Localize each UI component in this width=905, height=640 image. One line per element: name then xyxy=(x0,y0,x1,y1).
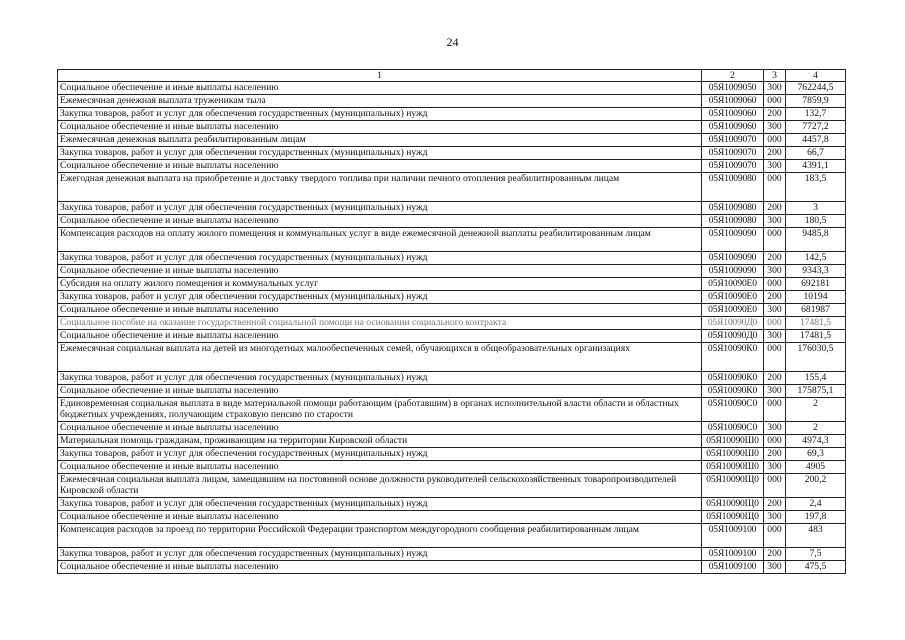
row-description: Компенсация расходов за проезд по территории Российской Федерации транспортом междугородного сообщения реабилитированным лицам xyxy=(58,524,702,548)
table-row xyxy=(58,548,846,561)
row-type: 000 xyxy=(764,278,786,291)
row-amount: 2 xyxy=(786,398,846,422)
table-row xyxy=(58,448,846,461)
row-code: 05Я1009080 xyxy=(702,173,764,202)
row-type: 200 xyxy=(764,147,786,160)
row-code: 05Я10090Щ0 xyxy=(702,498,764,511)
row-type: 300 xyxy=(764,385,786,398)
page-number: 24 xyxy=(446,35,459,49)
row-type: 300 xyxy=(764,330,786,343)
row-code: 05Я10090С0 xyxy=(702,422,764,435)
table-row xyxy=(58,121,846,134)
row-amount: 66,7 xyxy=(786,147,846,160)
row-description: Социальное обеспечение и иные выплаты населению xyxy=(58,304,702,317)
table-row xyxy=(58,498,846,511)
table-row xyxy=(58,252,846,265)
table-row xyxy=(58,372,846,385)
row-type: 200 xyxy=(764,291,786,304)
row-amount: 7727,2 xyxy=(786,121,846,134)
row-description: Ежегодная денежная выплата на приобретение и доставку твердого топлива при наличии печного отопления реабилитированным лицам xyxy=(58,173,702,202)
row-code: 05Я1009100 xyxy=(702,548,764,561)
table-row xyxy=(58,385,846,398)
row-type: 200 xyxy=(764,202,786,215)
table-row xyxy=(58,265,846,278)
row-amount: 17481,5 xyxy=(786,330,846,343)
row-amount: 9343,3 xyxy=(786,265,846,278)
row-type: 300 xyxy=(764,215,786,228)
row-code: 05Я1009090 xyxy=(702,228,764,252)
row-description: Социальное обеспечение и иные выплаты населению xyxy=(58,160,702,173)
table-row xyxy=(58,95,846,108)
row-amount: 4457,8 xyxy=(786,134,846,147)
header-col-4: 4 xyxy=(786,70,846,82)
row-description: Единовременная социальная выплата в виде материальной помощи работающим (работавшим) в органах исполнительной власти области и областных бюджетных учреждениях, получающим страховую пенсию по старости xyxy=(58,398,702,422)
row-code: 05Я1009070 xyxy=(702,160,764,173)
row-description: Ежемесячная денежная выплата труженикам тыла xyxy=(58,95,702,108)
row-type: 000 xyxy=(764,524,786,548)
row-amount: 2,4 xyxy=(786,498,846,511)
header-col-1: 1 xyxy=(58,70,702,82)
row-description: Социальное обеспечение и иные выплаты населению xyxy=(58,561,702,574)
row-description: Закупка товаров, работ и услуг для обеспечения государственных (муниципальных) нужд xyxy=(58,372,702,385)
table-row xyxy=(58,291,846,304)
row-description: Закупка товаров, работ и услуг для обеспечения государственных (муниципальных) нужд xyxy=(58,548,702,561)
row-code: 05Я10090Д0 xyxy=(702,330,764,343)
row-type: 000 xyxy=(764,173,786,202)
row-type: 300 xyxy=(764,82,786,95)
row-description: Социальное обеспечение и иные выплаты населению xyxy=(58,265,702,278)
row-amount: 155,4 xyxy=(786,372,846,385)
row-description: Социальное обеспечение и иные выплаты населению xyxy=(58,422,702,435)
row-description: Субсидия на оплату жилого помещения и коммунальных услуг xyxy=(58,278,702,291)
row-type: 000 xyxy=(764,435,786,448)
table-header-row xyxy=(58,70,846,82)
table-row xyxy=(58,202,846,215)
table-row xyxy=(58,108,846,121)
row-amount: 69,3 xyxy=(786,448,846,461)
row-amount: 200,2 xyxy=(786,474,846,498)
row-code: 05Я10090Ш0 xyxy=(702,435,764,448)
table-row xyxy=(58,343,846,372)
row-code: 05Я1009060 xyxy=(702,121,764,134)
row-description: Закупка товаров, работ и услуг для обеспечения государственных (муниципальных) нужд xyxy=(58,291,702,304)
row-amount: 681987 xyxy=(786,304,846,317)
row-amount: 483 xyxy=(786,524,846,548)
row-description: Социальное обеспечение и иные выплаты населению xyxy=(58,461,702,474)
row-description: Социальное обеспечение и иные выплаты населению xyxy=(58,82,702,95)
table-row xyxy=(58,317,846,330)
row-code: 05Я1009060 xyxy=(702,95,764,108)
table-row xyxy=(58,304,846,317)
row-amount: 7,5 xyxy=(786,548,846,561)
row-code: 05Я1009070 xyxy=(702,134,764,147)
table-row xyxy=(58,173,846,202)
row-type: 000 xyxy=(764,95,786,108)
row-description: Ежемесячная денежная выплата реабилитированным лицам xyxy=(58,134,702,147)
row-description: Закупка товаров, работ и услуг для обеспечения государственных (муниципальных) нужд xyxy=(58,448,702,461)
table-row xyxy=(58,474,846,498)
row-amount: 4905 xyxy=(786,461,846,474)
row-description: Закупка товаров, работ и услуг для обеспечения государственных (муниципальных) нужд xyxy=(58,252,702,265)
row-code: 05Я10090Ш0 xyxy=(702,461,764,474)
row-amount: 7859,9 xyxy=(786,95,846,108)
row-type: 300 xyxy=(764,561,786,574)
table-row xyxy=(58,330,846,343)
row-description: Материальная помощь гражданам, проживающим на территории Кировской области xyxy=(58,435,702,448)
row-description: Ежемесячная социальная выплата на детей из многодетных малообеспеченных семей, обучающихся в общеобразовательных организациях xyxy=(58,343,702,372)
row-type: 200 xyxy=(764,372,786,385)
row-amount: 9485,8 xyxy=(786,228,846,252)
row-amount: 475,5 xyxy=(786,561,846,574)
row-type: 300 xyxy=(764,511,786,524)
row-description: Социальное обеспечение и иные выплаты населению xyxy=(58,121,702,134)
row-code: 05Я10090Щ0 xyxy=(702,474,764,498)
row-description: Социальное обеспечение и иные выплаты населению xyxy=(58,215,702,228)
row-description: Компенсация расходов на оплату жилого помещения и коммунальных услуг в виде ежемесячной денежной выплаты реабилитированным лицам xyxy=(58,228,702,252)
header-col-3: 3 xyxy=(764,70,786,82)
row-code: 05Я10090К0 xyxy=(702,385,764,398)
row-description: Ежемесячная социальная выплата лицам, замещавшим на постоянной основе должности руководителей сельскохозяйственных товаропроизводителей Кировской области xyxy=(58,474,702,498)
row-code: 05Я1009090 xyxy=(702,265,764,278)
row-amount: 197,8 xyxy=(786,511,846,524)
row-type: 000 xyxy=(764,474,786,498)
row-description: Закупка товаров, работ и услуг для обеспечения государственных (муниципальных) нужд xyxy=(58,147,702,160)
row-code: 05Я10090Д0 xyxy=(702,317,764,330)
row-amount: 180,5 xyxy=(786,215,846,228)
row-code: 05Я1009070 xyxy=(702,147,764,160)
row-code: 05Я1009080 xyxy=(702,215,764,228)
row-type: 200 xyxy=(764,498,786,511)
row-description: Социальное пособие на оказание государственной социальной помощи на основании социального контракта xyxy=(58,317,702,330)
row-code: 05Я10090Е0 xyxy=(702,304,764,317)
row-code: 05Я1009100 xyxy=(702,524,764,548)
row-type: 300 xyxy=(764,160,786,173)
row-type: 000 xyxy=(764,228,786,252)
row-description: Закупка товаров, работ и услуг для обеспечения государственных (муниципальных) нужд xyxy=(58,498,702,511)
row-code: 05Я10090К0 xyxy=(702,372,764,385)
row-code: 05Я10090С0 xyxy=(702,398,764,422)
row-amount: 4974,3 xyxy=(786,435,846,448)
table-row xyxy=(58,461,846,474)
row-description: Социальное обеспечение и иные выплаты населению xyxy=(58,511,702,524)
row-amount: 3 xyxy=(786,202,846,215)
row-amount: 183,5 xyxy=(786,173,846,202)
row-amount: 132,7 xyxy=(786,108,846,121)
row-code: 05Я1009050 xyxy=(702,82,764,95)
table-row xyxy=(58,160,846,173)
row-type: 000 xyxy=(764,134,786,147)
row-code: 05Я10090К0 xyxy=(702,343,764,372)
table-row xyxy=(58,215,846,228)
row-amount: 692181 xyxy=(786,278,846,291)
table-body xyxy=(58,82,846,574)
table-row xyxy=(58,278,846,291)
row-type: 000 xyxy=(764,343,786,372)
row-amount: 175875,1 xyxy=(786,385,846,398)
row-code: 05Я1009080 xyxy=(702,202,764,215)
row-code: 05Я1009060 xyxy=(702,108,764,121)
row-description: Социальное обеспечение и иные выплаты населению xyxy=(58,330,702,343)
row-amount: 4391,1 xyxy=(786,160,846,173)
row-code: 05Я10090Ш0 xyxy=(702,448,764,461)
table-row xyxy=(58,435,846,448)
budget-table xyxy=(57,69,846,574)
row-description: Закупка товаров, работ и услуг для обеспечения государственных (муниципальных) нужд xyxy=(58,202,702,215)
table-row xyxy=(58,524,846,548)
row-type: 200 xyxy=(764,252,786,265)
row-type: 300 xyxy=(764,304,786,317)
row-amount: 176030,5 xyxy=(786,343,846,372)
row-type: 200 xyxy=(764,108,786,121)
row-type: 300 xyxy=(764,121,786,134)
row-code: 05Я10090Е0 xyxy=(702,291,764,304)
table-row xyxy=(58,398,846,422)
row-amount: 2 xyxy=(786,422,846,435)
row-amount: 10194 xyxy=(786,291,846,304)
row-type: 300 xyxy=(764,265,786,278)
row-type: 300 xyxy=(764,422,786,435)
table-row xyxy=(58,422,846,435)
table-row xyxy=(58,511,846,524)
row-description: Социальное обеспечение и иные выплаты населению xyxy=(58,385,702,398)
table-row xyxy=(58,561,846,574)
row-code: 05Я10090Е0 xyxy=(702,278,764,291)
row-type: 200 xyxy=(764,448,786,461)
table-row xyxy=(58,228,846,252)
row-type: 000 xyxy=(764,317,786,330)
row-code: 05Я10090Щ0 xyxy=(702,511,764,524)
table-row xyxy=(58,82,846,95)
row-type: 200 xyxy=(764,548,786,561)
header-col-2: 2 xyxy=(702,70,764,82)
row-type: 000 xyxy=(764,398,786,422)
table-row xyxy=(58,134,846,147)
row-amount: 142,5 xyxy=(786,252,846,265)
row-amount: 762244,5 xyxy=(786,82,846,95)
row-description: Закупка товаров, работ и услуг для обеспечения государственных (муниципальных) нужд xyxy=(58,108,702,121)
row-code: 05Я1009100 xyxy=(702,561,764,574)
row-amount: 17481,5 xyxy=(786,317,846,330)
row-code: 05Я1009090 xyxy=(702,252,764,265)
table-row xyxy=(58,147,846,160)
row-type: 300 xyxy=(764,461,786,474)
